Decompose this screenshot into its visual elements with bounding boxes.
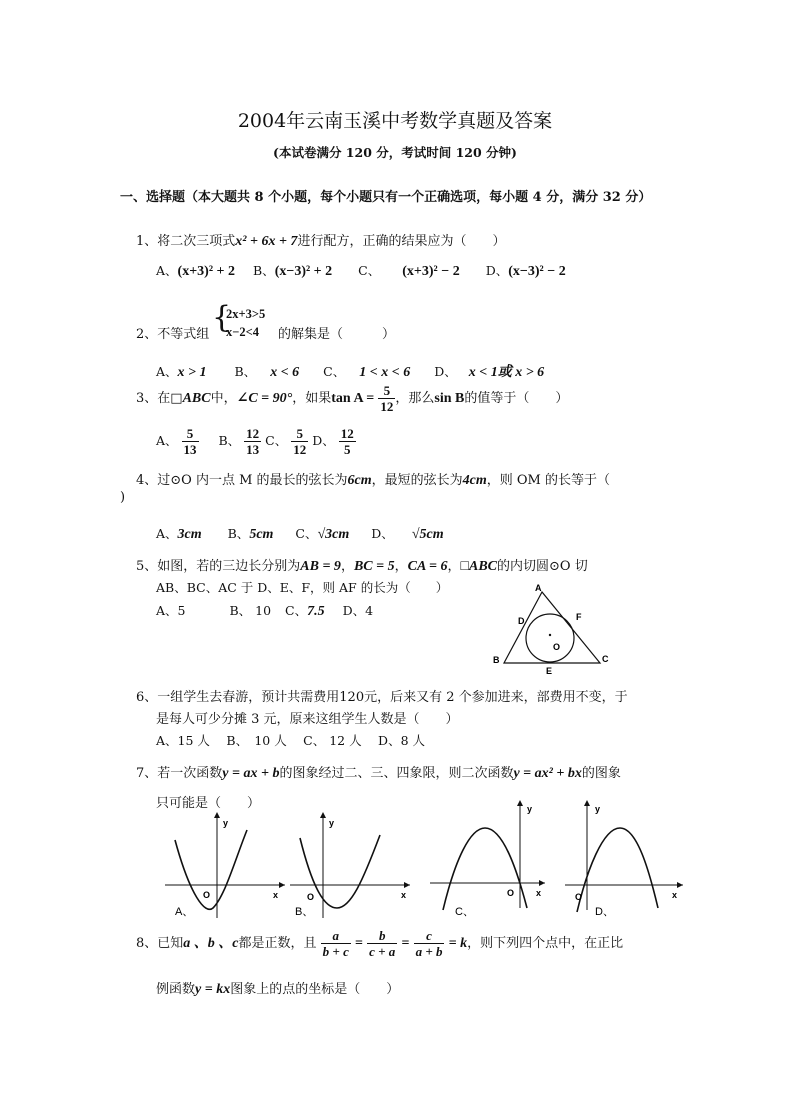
question-5: 5、如图，若的三边长分别为AB = 9，BC = 5，CA = 6，□ABC的内切圆⊙O 切: [136, 559, 588, 574]
q3-option-c-label: C、: [265, 433, 288, 448]
q8-fraction-1-den: b + c: [322, 944, 349, 959]
center-dot: [549, 634, 551, 636]
q3-option-a-label: A、: [156, 433, 178, 448]
q3-option-a: [182, 426, 199, 457]
graph-a: [165, 812, 285, 918]
q3-text-1: 中，: [210, 391, 237, 406]
q2-option-d: x < 1或 x > 6: [468, 365, 545, 380]
q8-fraction-2-den: c + a: [369, 944, 396, 959]
q8-k: = k: [448, 936, 468, 951]
q5-figure: [490, 580, 620, 676]
graph-c-y-label: y: [527, 804, 533, 814]
q4-option-c: √3cm: [317, 527, 350, 542]
graph-b: [290, 812, 410, 918]
q8-fraction-1: [321, 928, 351, 959]
q8-fraction-3-num: c: [414, 928, 445, 944]
q2-brace: {: [212, 300, 232, 335]
q5-option-c: 7.5: [307, 604, 325, 619]
q5-ca: CA = 6: [407, 559, 448, 574]
q4-text-post: ，则 OM 的长等于（: [486, 473, 610, 488]
q8-line2: [156, 978, 399, 998]
question-8: 8、已知a 、b 、c都是正数，且 $\frac{a}{b + c}$ = $\frac{b}{c + a}$ = $\frac{c}{a + b}$ = k，则下列四个点中，在正比: [136, 928, 624, 959]
q5-options: [156, 601, 373, 620]
q3-option-b-den: 13: [246, 442, 260, 457]
q1-expression: x² + 6x + 7: [235, 234, 298, 249]
page-subtitle: (本试卷满分 120 分，考试时间 120 分钟): [273, 145, 517, 160]
q1-option-c: (x+3)² − 2: [402, 264, 460, 279]
q3-sin: sin B: [434, 391, 465, 406]
q3-option-c-num: 5: [291, 426, 308, 442]
q5-text-line2: AB、BC、AC 于 D、E、F，则 AF 的长为（ ）: [156, 580, 449, 595]
q8-text-mid: 都是正数，且: [238, 936, 317, 951]
label-c: C: [602, 654, 609, 664]
question-3: [136, 383, 568, 414]
q7-text-pre: 7、若一次函数: [136, 766, 223, 781]
q4-value-2: 4cm: [462, 473, 487, 488]
q4-option-d: √5cm: [411, 527, 444, 542]
q6-line2: 是每人可少分摊 3 元，原来这组学生人数是（ ）: [156, 712, 459, 727]
q8-variables: a 、b 、c: [183, 936, 239, 951]
q3-text-2: ，如果: [292, 391, 332, 406]
page-title: 2004年云南玉溪中考数学真题及答案: [237, 110, 553, 132]
label-d: D: [518, 616, 525, 626]
q8-fraction-3: [414, 928, 445, 959]
graph-c-origin: O: [507, 888, 515, 898]
q5-option-c-label: C、: [285, 603, 308, 618]
q4-options: [156, 524, 444, 543]
graph-d-y-label: y: [595, 804, 601, 814]
q8-function: y = kx: [195, 982, 231, 997]
q2-system-1: 2x+3>5: [226, 307, 266, 321]
q5-text-post: 的内切圆⊙O 切: [497, 559, 588, 574]
graph-a-y-label: y: [223, 818, 229, 828]
q1-options: [156, 261, 566, 280]
graph-c-label: C、: [455, 906, 474, 918]
q5-ab: AB = 9: [300, 559, 341, 574]
q2-option-b: x < 6: [270, 365, 300, 380]
q4-option-a-label: A、: [156, 526, 178, 541]
q5-triangle: □ABC: [460, 559, 498, 574]
q8-line2-post: 图象上的点的坐标是（ ）: [230, 982, 400, 997]
graph-a-x-label: x: [273, 890, 279, 900]
q3-option-b-label: B、: [218, 433, 241, 448]
graph-a-label: A、: [175, 906, 194, 918]
q1-text-pre: 1、将二次三项式: [136, 234, 236, 249]
q8-text-pre: 8、已知: [136, 936, 184, 951]
q4-option-c-label: C、: [295, 526, 318, 541]
q7-graphs: [155, 800, 695, 925]
label-o: O: [553, 642, 561, 652]
q3-option-b-num: 12: [246, 426, 260, 441]
q1-text-post: 进行配方，正确的结果应为（ ）: [297, 234, 506, 249]
q8-fraction-2-num: b: [367, 928, 397, 944]
q8-fraction-1-num: a: [321, 928, 351, 944]
q3-option-a-num: 5: [182, 426, 199, 442]
q5-option-d: D、4: [342, 603, 374, 618]
q4-text-line2: ): [120, 490, 126, 505]
graph-d-origin: O: [575, 892, 583, 902]
graph-b-origin: O: [307, 892, 315, 902]
q3-option-d: [339, 426, 356, 457]
q5-option-a: A、5: [156, 603, 186, 618]
q6-line1: 6、一组学生去春游，预计共需费用120元，后来又有 2 个参加进来，部费用不变，于: [136, 690, 628, 705]
q1-option-d-label: D、: [485, 263, 509, 278]
q3-option-c: [291, 426, 308, 457]
graph-c: [430, 800, 545, 918]
graph-d-label: D、: [595, 906, 614, 918]
graph-a-origin: O: [203, 890, 211, 900]
q5-option-b: B、 10: [229, 603, 272, 618]
q1-option-c-label: C、: [358, 263, 381, 278]
q2-option-d-label: D、: [434, 364, 457, 379]
q7-text-line2: 只可能是（ ）: [156, 796, 261, 811]
q8-fraction-2: [367, 928, 397, 959]
q4-text-pre: 4、过⊙O 内一点 M 的最长的弦长为: [136, 473, 348, 488]
q3-angle: ∠C = 90°: [236, 391, 293, 406]
graph-b-y-label: y: [329, 818, 335, 828]
q3-options: [156, 426, 356, 457]
q8-fraction-3-den: a + b: [415, 944, 443, 959]
graph-d: [565, 800, 683, 918]
q3-text-pre: 3、在□: [136, 391, 183, 406]
q3-fraction-den: 12: [380, 399, 394, 414]
q7-text-post: 的图象: [581, 766, 621, 781]
q3-option-a-den: 13: [183, 442, 197, 457]
incircle: [526, 614, 574, 662]
question-1: [136, 230, 505, 250]
graph-d-x-label: x: [672, 890, 678, 900]
q5-text-pre: 5、如图，若的三边长分别为: [136, 559, 301, 574]
q7-quadratic-function: y = ax² + bx: [513, 766, 582, 781]
q3-fraction: [378, 383, 395, 414]
graph-b-x-label: x: [401, 890, 407, 900]
q2-option-c-label: C、: [323, 364, 346, 379]
label-f: F: [576, 612, 582, 622]
section-heading: 一、选择题（本大题共 8 个小题，每个小题只有一个正确选项，每小题 4 分，满分 32 分）: [120, 190, 652, 205]
q4-option-a: 3cm: [177, 527, 202, 542]
q4-option-b: 5cm: [249, 527, 274, 542]
q7-text-mid: 的图象经过二、三、四象限，则二次函数: [279, 766, 514, 781]
q3-tan: tan A =: [331, 391, 375, 406]
label-b: B: [493, 655, 500, 665]
graph-c-x-label: x: [536, 888, 542, 898]
q3-text-3: ，那么: [395, 391, 435, 406]
q1-option-d: (x−3)² − 2: [508, 264, 566, 279]
q8-text-post: ，则下列四个点中，在正比: [467, 936, 624, 951]
q1-option-a: (x+3)² + 2: [177, 264, 236, 279]
question-4: [136, 469, 610, 489]
q5-bc: BC = 5: [353, 559, 395, 574]
q2-option-a-label: A、: [156, 364, 178, 379]
q1-option-b-label: B、: [253, 263, 275, 278]
q3-fraction-num: 5: [378, 383, 395, 399]
label-a: A: [535, 583, 542, 593]
q4-value-1: 6cm: [347, 473, 372, 488]
q8-line2-pre: 例函数: [156, 982, 196, 997]
q6-options: A、15 人 B、 10 人 C、 12 人 D、8 人: [156, 733, 426, 748]
label-e: E: [546, 666, 553, 676]
q3-text-post: 的值等于（ ）: [464, 391, 569, 406]
q2-option-c: 1 < x < 6: [359, 365, 411, 380]
graph-b-label: B、: [295, 906, 314, 918]
q7-linear-function: y = ax + b: [222, 766, 280, 781]
q2-option-a: x > 1: [177, 365, 207, 380]
q3-option-d-num: 12: [340, 426, 354, 441]
q2-system-2: x−2<4: [226, 325, 259, 339]
q4-text-mid: ，最短的弦长为: [371, 473, 463, 488]
triangle-abc: [504, 592, 600, 663]
q3-triangle: ABC: [182, 391, 211, 406]
q3-option-d-den: 5: [343, 442, 351, 457]
q2-text-post: 的解集是（ ）: [278, 327, 396, 342]
q4-option-b-label: B、: [227, 526, 250, 541]
q1-option-b: (x−3)² + 2: [274, 264, 333, 279]
q3-option-c-den: 12: [293, 442, 307, 457]
q3-option-b: [244, 426, 261, 457]
q1-option-a-label: A、: [156, 263, 178, 278]
q2-option-b-label: B、: [234, 364, 257, 379]
question-7: [136, 762, 621, 782]
q2-text-pre: 2、不等式组: [136, 327, 210, 342]
q2-options: [156, 361, 544, 381]
q4-option-d-label: D、: [371, 526, 394, 541]
q3-option-d-label: D、: [312, 433, 335, 448]
